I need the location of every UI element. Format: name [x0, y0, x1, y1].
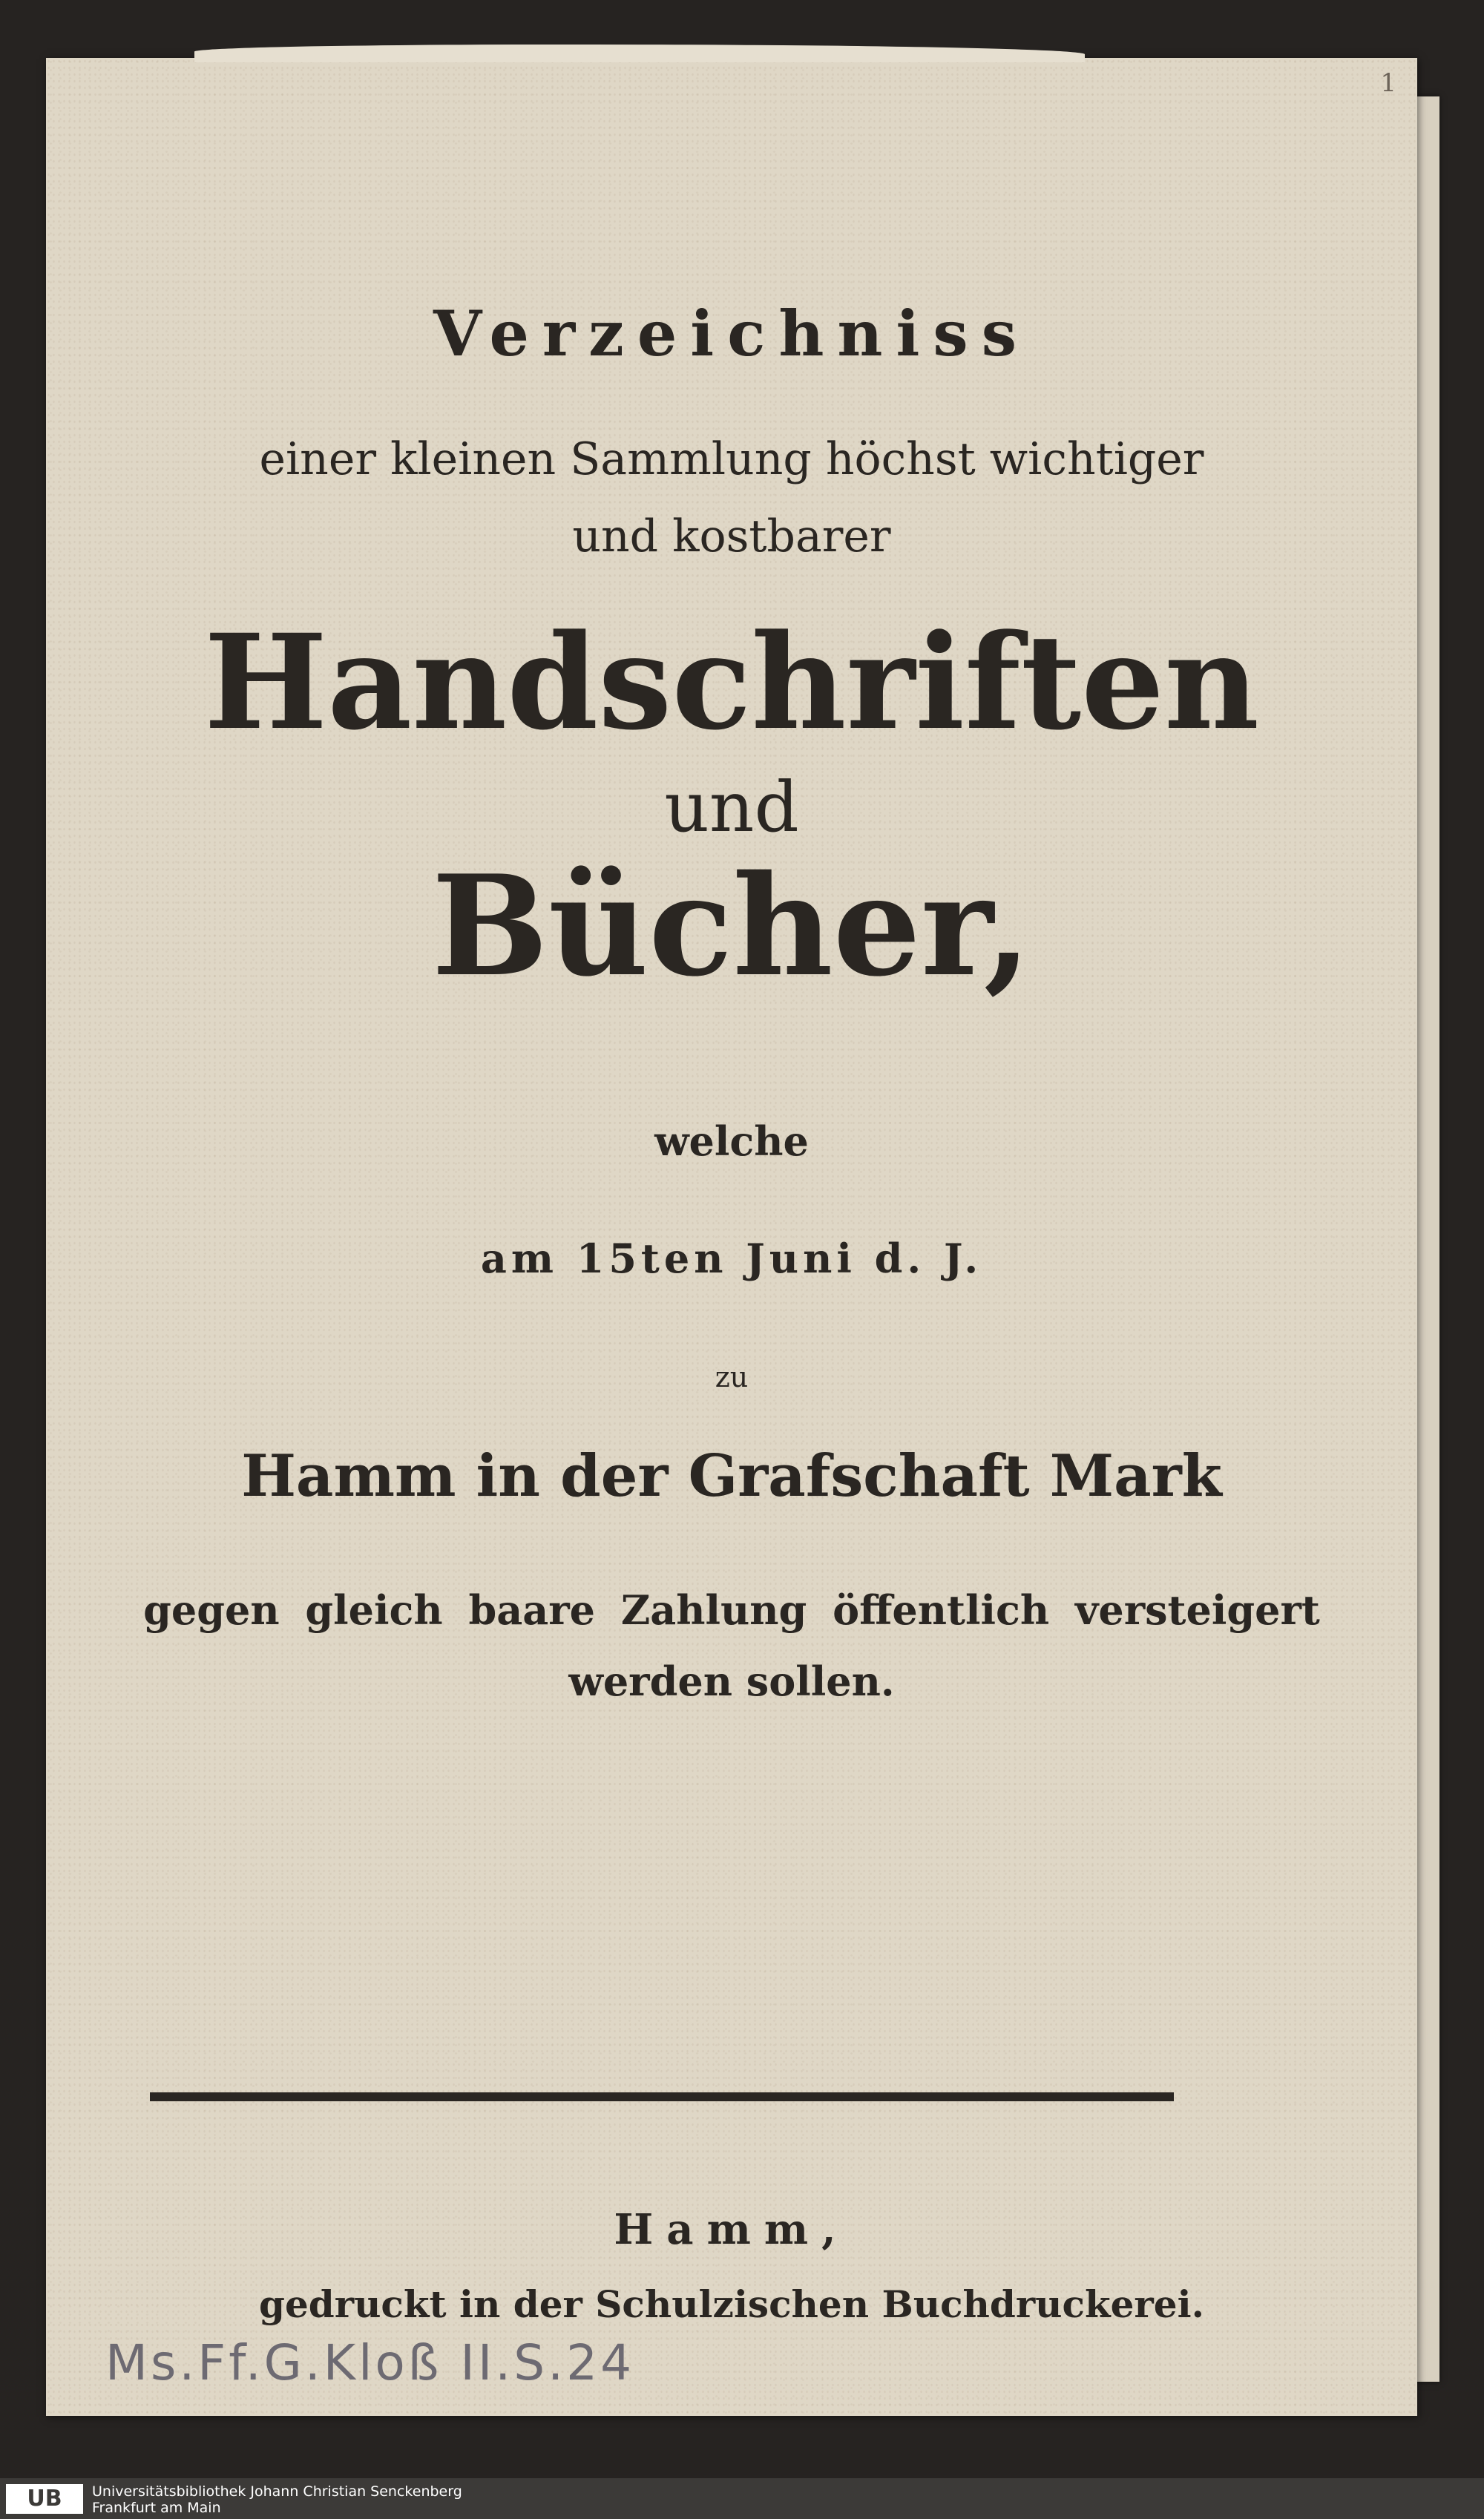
text-welche: welche — [654, 1117, 809, 1165]
subtitle-line-2: und kostbarer — [572, 510, 891, 562]
auction-date: am 15ten Juni d. J. — [480, 1235, 983, 1282]
auction-place: Hamm in der Grafschaft Mark — [241, 1442, 1222, 1510]
imprint-printer: gedruckt in der Schulzischen Buchdruckerei. — [259, 2282, 1204, 2326]
subtitle-line-1: einer kleinen Sammlung höchst wichtiger — [259, 433, 1204, 485]
institution-city: Frankfurt am Main — [92, 2500, 221, 2516]
divider-rule — [150, 2092, 1174, 2101]
auction-terms-line-2: werden sollen. — [568, 1658, 895, 1705]
document-title: Verzeichniss — [433, 297, 1030, 370]
document-page — [46, 58, 1417, 2416]
library-footer — [0, 2478, 1484, 2519]
page-mark: 1 — [1380, 68, 1396, 98]
connector-und: und — [664, 767, 799, 848]
institution-name: Universitätsbibliothek Johann Christian Senckenberg — [92, 2483, 462, 2500]
shelfmark-annotation: Ms.Ff.G.Kloß II.S.24 — [105, 2334, 635, 2391]
heading-manuscripts: Handschriften — [203, 605, 1260, 759]
imprint-city: Hamm, — [614, 2205, 850, 2254]
auction-terms-line-1: gegen gleich baare Zahlung öffentlich versteigert — [143, 1586, 1320, 1634]
text-zu: zu — [715, 1361, 749, 1393]
library-logo: UB — [6, 2484, 83, 2514]
heading-books: Bücher, — [431, 844, 1032, 1007]
torn-edge — [194, 45, 1085, 62]
